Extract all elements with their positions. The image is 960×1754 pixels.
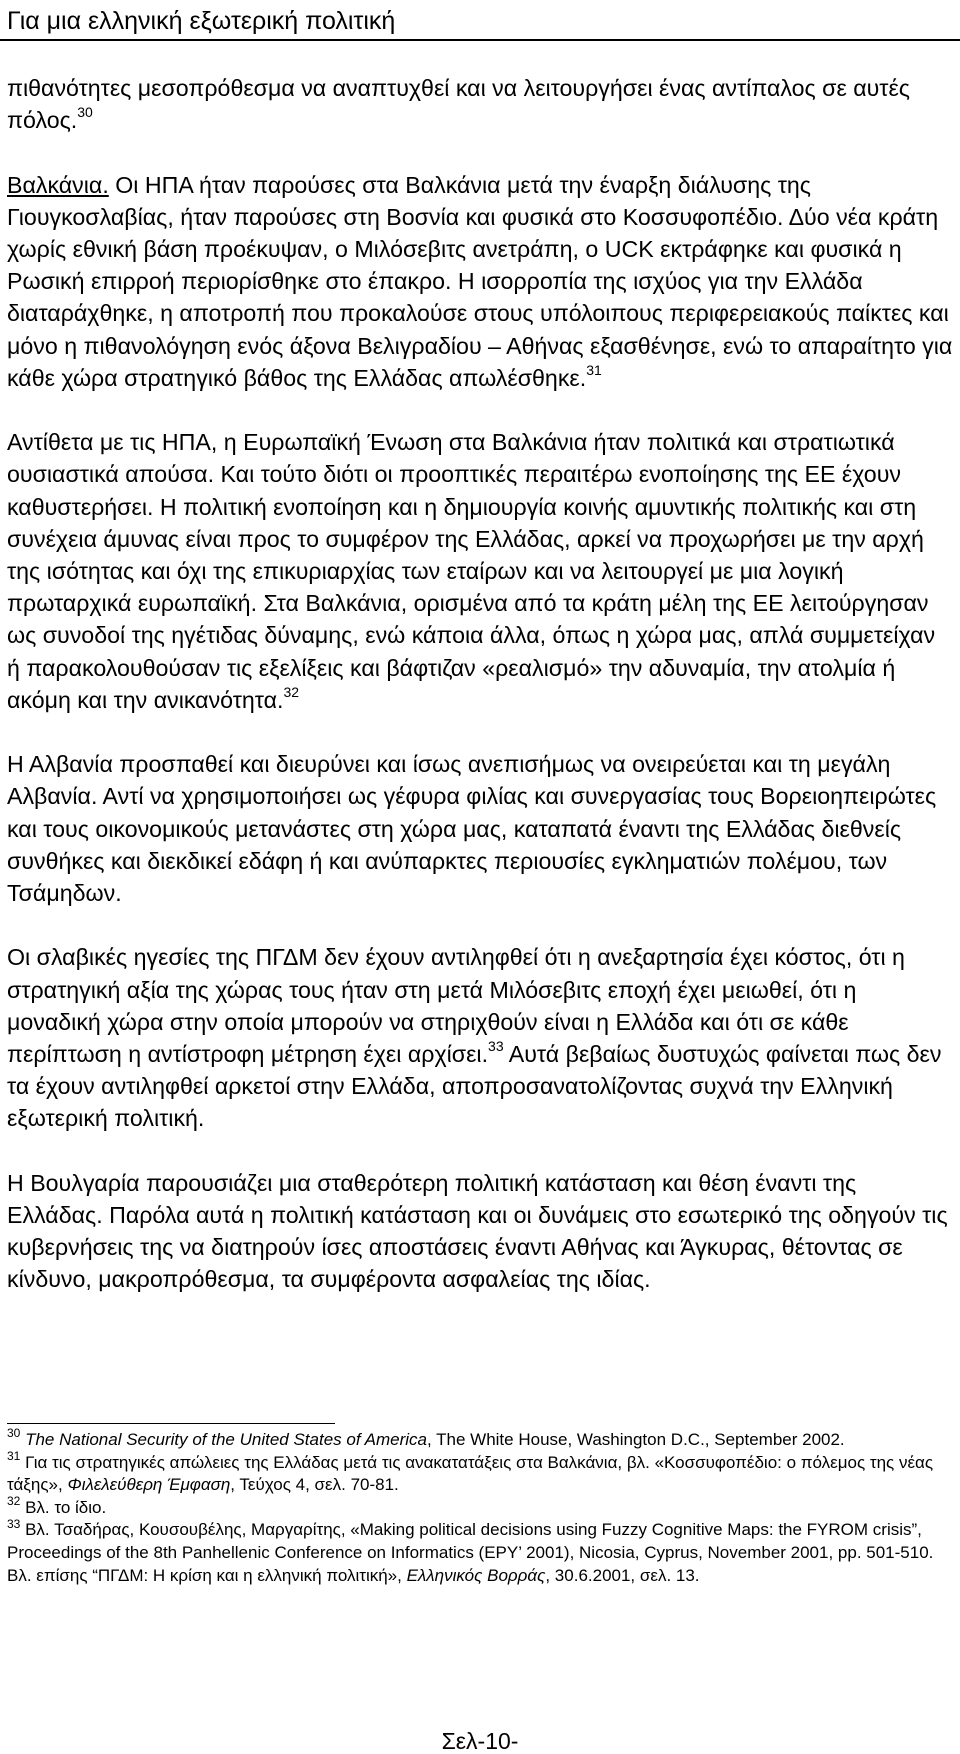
footnote-text: , Τεύχος 4, σελ. 70-81. xyxy=(230,1475,399,1495)
page-number: Σελ-10- xyxy=(441,1728,519,1754)
paragraph-albania xyxy=(7,748,953,909)
footnote-30 xyxy=(7,1426,953,1452)
paragraph-bulgaria xyxy=(7,1167,953,1296)
paragraph-continuation xyxy=(7,72,953,136)
footnote-text: Για τις στρατηγικές απώλειες της Ελλάδας μετά τις ανακατατάξεις στα Βαλκάνια, βλ. «Κοσσυφοπέδιο: ο πόλεμος της νέας τάξης», xyxy=(7,1452,934,1495)
paragraph-text: Οι σλαβικές ηγεσίες της ΠΓΔΜ δεν έχουν αντιληφθεί ότι η ανεξαρτησία έχει κόστος, ότι η στρατηγική αξία της χώρας τους ήταν στη μετά Μιλόσεβιτς εποχή έχει μειωθεί, ότι η μοναδική χώρα στην οποία μπορούν να στηριχθούν είναι η Ελλάδα και ότι σε κάθε περίπτωση η αντίστροφη μέτρηση έχει αρχίσει. xyxy=(7,944,905,1068)
footnote-ref-32: 32 xyxy=(283,684,300,701)
paragraph-text: Αντίθετα με τις ΗΠΑ, η Ευρωπαϊκή Ένωση στα Βαλκάνια ήταν πολιτικά και στρατιωτικά ουσιαστικά απούσα. Και τούτο διότι οι προοπτικές περαιτέρω ενοποίησης της ΕΕ έχουν καθυστερήσει. Η πολιτική ενοποίηση και η δημιουργία κοινής αμυντικής πολιτικής και στη συνέχεια άμυνας είναι προς το συμφέρον της Ελλάδας, αρκεί να προχωρήσει με την αρχή της ισότητας και όχι της επικυριαρχίας των εταίρων και να λειτουργεί με μια λογική πρωταρχικά ευρωπαϊκή. Στα Βαλκάνια, ορισμένα από τα κράτη μέλη της ΕΕ λειτούργησαν ως συνοδοί της ηγέτιδας δύναμης, ενώ κάποια άλλα, όπως η χώρα μας, απλά συμμετείχαν ή παρακολουθούσαν τις εξελίξεις και βάφτιζαν «ρεαλισμό» την αδυναμία, την ατολμία ή ακόμη και την ανικανότητα. xyxy=(7,429,936,713)
paragraph-text-tail: Αυτά βεβαίως δυστυχώς φαίνεται πως δεν τα έχουν αντιληφθεί αρκετοί στην Ελλάδα, αποπροσανατολίζοντας συχνά την Ελληνική εξωτερική πολιτική. xyxy=(7,1041,942,1132)
section-lead-balkans: Βαλκάνια. xyxy=(7,171,109,198)
footnote-text: , 30.6.2001, σελ. 13. xyxy=(545,1565,700,1585)
footnotes xyxy=(7,1426,953,1587)
footnote-title: Φιλελεύθερη Έμφαση xyxy=(67,1475,231,1495)
paragraph-text: Οι ΗΠΑ ήταν παρούσες στα Βαλκάνια μετά την έναρξη διάλυσης της Γιουγκοσλαβίας, ήταν παρούσες στη Βοσνία και φυσικά στο Κοσσυφοπέδιο. Δύο νέα κράτη χωρίς εθνική βάση προέκυψαν, ο Μιλόσεβιτς ανετράπη, ο UCK εκτράφηκε και φυσικά η Ρωσική επιρροή περιορίσθηκε στο έπακρο. Η ισορροπία της ισχύος για την Ελλάδα διαταράχθηκε, η αποτροπή που προκαλούσε στους υπόλοιπους περιφερειακούς παίκτες και μόνο η πιθανολόγηση ενός άξονα Βελιγραδίου – Αθήνας εξασθένησε, ενώ το απαραίτητο για κάθε χώρα στρατηγικό βάθος της Ελλάδας απωλέσθηκε. xyxy=(7,171,953,391)
footnote-number: 33 xyxy=(7,1516,21,1531)
footnote-ref-30: 30 xyxy=(77,104,93,121)
page-header xyxy=(0,0,960,46)
paragraph-fyrom xyxy=(7,941,953,1134)
paragraph-text: πιθανότητες μεσοπρόθεσμα να αναπτυχθεί και να λειτουργήσει ένας αντίπαλος σε αυτές πόλος. xyxy=(7,75,910,134)
paragraph-text: Η Βουλγαρία παρουσιάζει μια σταθερότερη πολιτική κατάσταση και θέση έναντι της Ελλάδας. Παρόλα αυτά η πολιτική κατάσταση και οι δυνάμεις στο εσωτερικό της οδηγούν τις κυβερνήσεις της να διατηρούν ίσες αποστάσεις έναντι Αθήνας και Άγκυρας, θέτοντας σε κίνδυνο, μακροπρόθεσμα, τα συμφέροντα ασφαλείας της ιδίας. xyxy=(7,1169,948,1293)
footnote-text: , The White House, Washington D.C., September 2002. xyxy=(427,1430,845,1449)
footnote-text: Βλ. Τσαδήρας, Κουσουβέλης, Μαργαρίτης, «Making political decisions using Fuzzy Cognitive Maps: the FYROM crisis”, Proceedings of the 8th Panhellenic Conference on Informatics (EPY’ 2001), Nicosia, Cyprus, November 2001, pp. 501-510. Βλ. επίσης “ΠΓΔΜ: Η κρίση και η ελληνική πολιτική», xyxy=(7,1520,934,1585)
footnote-text: Βλ. το ίδιο. xyxy=(25,1497,107,1517)
paragraph-eu xyxy=(7,426,953,716)
paragraph-text: Η Αλβανία προσπαθεί και διευρύνει και ίσως ανεπισήμως να ονειρεύεται και τη μεγάλη Αλβανία. Αντί να χρησιμοποιήσει ως γέφυρα φιλίας και συνεργασίας τους Βορειοηπειρώτες και τους οικονομικούς μετανάστες στη χώρα μας, καταπατά έναντι της Ελλάδας διεθνείς συνθήκες και διεκδικεί εδάφη ή και ανύπαρκτες περιουσίες εγκληματιών πολέμου, των Τσάμηδων. xyxy=(7,751,937,907)
footnote-31 xyxy=(7,1448,953,1497)
footnote-title: The National Security of the United States of America xyxy=(25,1430,427,1449)
footnote-separator xyxy=(7,1423,335,1424)
footnote-number: 30 xyxy=(7,1426,21,1441)
footnote-title: Ελληνικός Βορράς xyxy=(406,1565,546,1585)
footnote-number: 31 xyxy=(7,1448,21,1463)
main-text xyxy=(7,72,953,1296)
footnote-ref-33: 33 xyxy=(488,1038,504,1055)
header-rule xyxy=(0,39,960,41)
footnote-32 xyxy=(7,1494,953,1520)
paragraph-balkans xyxy=(7,169,953,394)
footnote-ref-31: 31 xyxy=(586,362,602,379)
footnote-33 xyxy=(7,1516,953,1587)
footnote-number: 32 xyxy=(7,1494,21,1509)
header-title: Για μια ελληνική εξωτερική πολιτική xyxy=(7,7,396,35)
